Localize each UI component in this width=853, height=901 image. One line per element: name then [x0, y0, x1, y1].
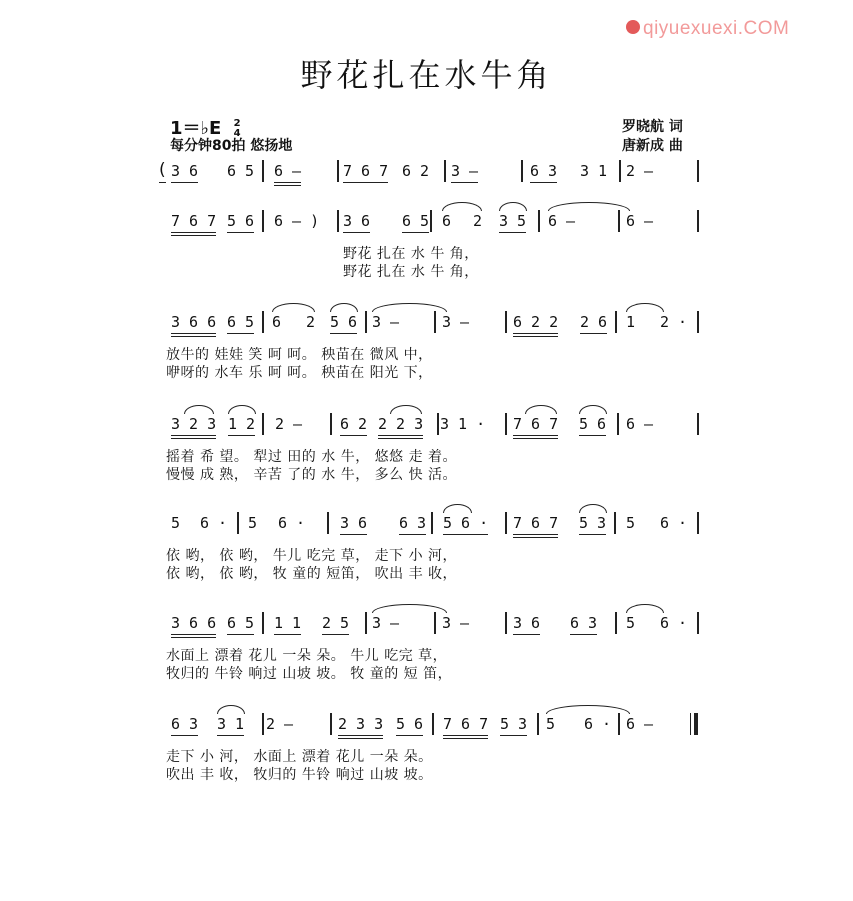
beam-underline: [500, 735, 527, 736]
lyric-line: 依 哟， 依 哟， 牧 童的 短笛， 吹出 丰 收，: [166, 566, 458, 582]
barline: [434, 311, 436, 333]
lyric-line: 依 哟， 依 哟， 牛儿 吃完 草， 走下 小 河，: [166, 548, 458, 564]
note-group: 5: [626, 514, 636, 532]
lyric-line: 吹出 丰 收， 牧归的 牛铃 响过 山坡 坡。: [166, 767, 433, 783]
note-group: 2 2 3: [378, 415, 424, 433]
beam-underline: [396, 735, 423, 736]
slur-tie: [272, 303, 315, 312]
beam-underline: [343, 182, 388, 183]
slur-tie: [217, 705, 245, 714]
note-group: 5 6: [227, 212, 255, 230]
note-group: 6 2: [402, 162, 430, 180]
slur-tie: [442, 202, 482, 211]
note-group: 3 6: [171, 162, 199, 180]
lyric-line: 咿呀的 水车 乐 呵 呵。 秧苗在 阳光 下，: [166, 365, 433, 381]
beam-underline: [579, 435, 606, 436]
time-signature: 2 4: [233, 118, 241, 139]
note-group: 6 2: [340, 415, 368, 433]
note-group: 3 –: [372, 313, 400, 331]
beam-underline: [499, 232, 526, 233]
slur-tie: [579, 504, 607, 513]
note-group: 6 3: [399, 514, 427, 532]
note-group: 7 6 7: [513, 514, 559, 532]
note-group: 5: [546, 715, 556, 733]
slur-tie: [443, 504, 472, 513]
note-group: 5 6 ·: [443, 514, 489, 532]
slur-tie: [546, 705, 630, 714]
barline: [262, 413, 264, 435]
slur-tie: [499, 202, 527, 211]
beam-underline: [513, 435, 558, 436]
key-label: 1＝♭E: [170, 118, 222, 139]
barline: [505, 311, 507, 333]
slur-tie: [330, 303, 358, 312]
note-group: 6 5: [227, 614, 255, 632]
beam-underline: [530, 182, 557, 183]
beam-underline: [227, 634, 254, 635]
lyric-line: 野花 扎在 水 牛 角，: [343, 264, 479, 280]
note-group: 2 –: [626, 162, 654, 180]
paren-open: (: [159, 160, 166, 180]
beam-underline: [217, 735, 244, 736]
note-group: 6 ·: [584, 715, 612, 733]
beam-underline: [338, 735, 383, 736]
note-group: 5: [171, 514, 181, 532]
note-group: 3 6: [343, 212, 371, 230]
beam-underline: [513, 634, 540, 635]
beam-underline: [171, 182, 198, 183]
beam-underline: [443, 534, 488, 535]
lyric-line: 水面上 漂着 花儿 一朵 朵。 牛儿 吃完 草，: [166, 648, 448, 664]
beam-underline: [227, 333, 254, 334]
barline: [237, 512, 239, 534]
barline: [431, 512, 433, 534]
note-group: 6 ·: [200, 514, 228, 532]
note-group: 5 6: [396, 715, 424, 733]
note-group: 6 5: [402, 212, 430, 230]
note-group: 6 ·: [660, 614, 688, 632]
beam-underline: [322, 634, 349, 635]
barline: [615, 612, 617, 634]
note-group: 3 6 6: [171, 313, 217, 331]
beam-underline: [513, 534, 558, 535]
note-group: 5: [626, 614, 636, 632]
note-group: 5: [248, 514, 258, 532]
note-group: 7 6 7: [343, 162, 389, 180]
barline: [365, 311, 367, 333]
slur-tie: [372, 604, 447, 613]
note-group: 3 2 3: [171, 415, 217, 433]
barline: [614, 512, 616, 534]
beam-underline: [513, 333, 558, 334]
barline: [327, 512, 329, 534]
note-group: 3 –: [372, 614, 400, 632]
note-group: 2 –: [266, 715, 294, 733]
note-group: 3 –: [442, 614, 470, 632]
note-group: 7 6 7: [171, 212, 217, 230]
lyric-line: 野花 扎在 水 牛 角，: [343, 246, 479, 262]
note-group: 6 3: [171, 715, 199, 733]
beam-underline: [340, 534, 367, 535]
beam-underline: [340, 435, 367, 436]
beam-underline: [171, 235, 216, 236]
beam-underline: [579, 534, 606, 535]
beam-underline: [330, 333, 357, 334]
note-group: 2 –: [275, 415, 303, 433]
barline: [444, 160, 446, 182]
lyric-line: 走下 小 河， 水面上 漂着 花儿 一朵 朵。: [166, 749, 433, 765]
beam-underline: [274, 182, 301, 183]
beam-underline: [451, 182, 478, 183]
note-group: 3 1 ·: [440, 415, 486, 433]
barline: [505, 512, 507, 534]
slur-tie: [228, 405, 256, 414]
note-group: 5 3: [579, 514, 607, 532]
note-group: 3 1: [580, 162, 608, 180]
tempo-marking: 每分钟80拍 悠扬地: [170, 138, 293, 154]
composer-credit: 唐新成 曲: [622, 138, 683, 154]
lyric-line: 慢慢 成 熟， 辛苦 了的 水 牛， 多么 快 活。: [166, 467, 458, 483]
barline: [618, 210, 620, 232]
note-group: 3 6: [513, 614, 541, 632]
barline: [697, 612, 699, 634]
beam-underline: [274, 185, 301, 186]
note-group: 6 –: [274, 162, 302, 180]
note-group: 2 ·: [660, 313, 688, 331]
barline: [505, 612, 507, 634]
beam-underline: [171, 637, 216, 638]
barline: [505, 413, 507, 435]
note-group: 5 3: [500, 715, 528, 733]
barline: [537, 713, 539, 735]
beam-underline: [171, 438, 216, 439]
lyricist-credit: 罗晓航 词: [622, 119, 683, 135]
slur-tie: [525, 405, 557, 414]
lyric-line: 摇着 希 望。 犁过 田的 水 牛， 悠悠 走 着。: [166, 449, 458, 465]
barline: [430, 210, 432, 232]
note-group: 6: [272, 313, 282, 331]
barline: [617, 413, 619, 435]
beam-underline: [274, 634, 301, 635]
watermark: qiyuexuexi.COM: [626, 18, 789, 40]
note-group: 2: [306, 313, 316, 331]
note-group: 1 1: [274, 614, 302, 632]
slur-tie: [372, 303, 447, 312]
barline: [697, 413, 699, 435]
note-group: 6: [442, 212, 452, 230]
note-group: 6 2 2: [513, 313, 559, 331]
slur-tie: [548, 202, 630, 211]
barline: [434, 612, 436, 634]
watermark-logo-icon: [626, 20, 640, 34]
note-group: 1: [626, 313, 636, 331]
barline: [337, 210, 339, 232]
beam-underline: [171, 232, 216, 233]
slur-tie: [626, 303, 664, 312]
beam-underline: [399, 534, 426, 535]
beam-underline: [228, 435, 255, 436]
lyric-line: 放牛的 娃娃 笑 呵 呵。 秧苗在 微风 中，: [166, 347, 433, 363]
note-group: 2: [473, 212, 483, 230]
beam-underline: [343, 232, 370, 233]
barline: [521, 160, 523, 182]
note-group: 6 5: [227, 313, 255, 331]
note-group: 3 6: [340, 514, 368, 532]
barline: [330, 413, 332, 435]
note-group: 5 6: [330, 313, 358, 331]
beam-underline: [338, 738, 383, 739]
beam-underline: [378, 438, 423, 439]
song-title: 野花扎在水牛角: [300, 56, 553, 94]
barline: [330, 713, 332, 735]
note-group: 6 ·: [660, 514, 688, 532]
note-group: 6 –: [548, 212, 576, 230]
beam-underline: [402, 232, 429, 233]
note-group: 6 –: [626, 415, 654, 433]
beam-underline: [227, 232, 254, 233]
barline: [365, 612, 367, 634]
beam-underline: [159, 182, 166, 183]
note-group: 2 3 3: [338, 715, 384, 733]
beam-underline: [570, 634, 597, 635]
slur-tie: [184, 405, 214, 414]
beam-underline: [513, 438, 558, 439]
note-group: 1 2: [228, 415, 256, 433]
beam-underline: [513, 537, 558, 538]
beam-underline: [171, 333, 216, 334]
beam-underline: [171, 634, 216, 635]
slur-tie: [390, 405, 422, 414]
barline: [697, 512, 699, 534]
barline: [262, 210, 264, 232]
note-group: 7 6 7: [443, 715, 489, 733]
note-group: 6 – ): [274, 212, 320, 230]
note-group: 5 6: [579, 415, 607, 433]
note-group: 6 ·: [278, 514, 306, 532]
barline: [615, 311, 617, 333]
note-group: 2 6: [580, 313, 608, 331]
note-group: 6 –: [626, 212, 654, 230]
barline: [697, 160, 699, 182]
slur-tie: [579, 405, 607, 414]
beam-underline: [513, 336, 558, 337]
beam-underline: [580, 333, 607, 334]
barline: [697, 311, 699, 333]
note-group: 6 3: [570, 614, 598, 632]
note-group: 3 1: [217, 715, 245, 733]
note-group: 6 3: [530, 162, 558, 180]
note-group: 3 5: [499, 212, 527, 230]
note-group: 3 –: [451, 162, 479, 180]
lyric-line: 牧归的 牛铃 响过 山坡 坡。 牧 童的 短 笛，: [166, 666, 453, 682]
beam-underline: [443, 735, 488, 736]
barline: [262, 160, 264, 182]
note-group: 6 5: [227, 162, 255, 180]
barline: [262, 713, 264, 735]
beam-underline: [443, 738, 488, 739]
beam-underline: [171, 735, 198, 736]
barline: [262, 612, 264, 634]
beam-underline: [171, 435, 216, 436]
slur-tie: [626, 604, 664, 613]
note-group: 3 –: [442, 313, 470, 331]
barline: [619, 160, 621, 182]
note-group: 3 6 6: [171, 614, 217, 632]
final-barline-thin: [690, 713, 691, 735]
note-group: 7 6 7: [513, 415, 559, 433]
barline: [618, 713, 620, 735]
note-group: 2 5: [322, 614, 350, 632]
beam-underline: [171, 336, 216, 337]
barline: [337, 160, 339, 182]
barline: [432, 713, 434, 735]
note-group: 6 –: [626, 715, 654, 733]
beam-underline: [378, 435, 423, 436]
barline: [437, 413, 439, 435]
barline: [262, 311, 264, 333]
barline: [538, 210, 540, 232]
final-barline: [694, 713, 698, 735]
barline: [697, 210, 699, 232]
